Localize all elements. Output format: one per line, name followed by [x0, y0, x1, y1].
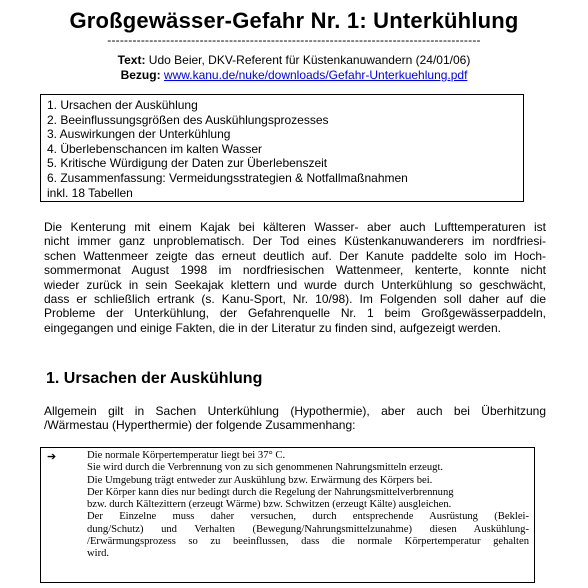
title-underline: -----------------------------------------------------------------------------------------	[107, 33, 481, 47]
paragraph-line: nicht immer ganz unproblematisch. Der Tod eines Küstenkanuwanderers im nordfriesi-	[44, 234, 546, 249]
info-line: Der Einzelne muss daher versuchen, durch entsprechende Ausrüstung (Beklei-	[87, 511, 529, 523]
section-heading: 1. Ursachen der Auskühlung	[46, 370, 263, 387]
info-line: Sie wird durch die Verbrennung von zu sich genommenen Nahrungsmitteln erzeugt.	[87, 462, 444, 474]
paragraph-line: eingegangen und einige Fakten, die in der Literatur zu finden sind, aufgezeigt werden.	[44, 320, 501, 335]
reference-link[interactable]: www.kanu.de/nuke/downloads/Gefahr-Unterkuehlung.pdf	[163, 68, 468, 82]
toc-item: 1. Ursachen der Auskühlung	[47, 98, 198, 112]
toc-item: 4. Überlebenschancen im kalten Wasser	[47, 141, 262, 156]
info-box-text	[87, 450, 529, 561]
intro-paragraph	[44, 220, 546, 335]
reference-label: Bezug:	[120, 68, 161, 82]
table-of-contents	[40, 94, 524, 202]
toc-item: 5. Kritische Würdigung der Daten zur Überlebenszeit	[47, 156, 328, 171]
info-box	[40, 447, 535, 583]
paragraph-line: sommermonat August 1998 im nordfriesischen Wattenmeer, kenterte, konnte nicht	[44, 263, 546, 278]
toc-item: 3. Auswirkungen der Unterkühlung	[47, 127, 231, 142]
info-line: /Erwärmungsprozess so zu beeinflussen, dass die normale Körpertemperatur gehalten	[87, 536, 529, 548]
info-line: Die Umgebung trägt entweder zur Auskühlung bzw. Erwärmung des Körpers bei.	[87, 474, 433, 486]
author-line	[0, 53, 588, 67]
paragraph-line: schen Wattenmeer zeigte das erneut deutlich auf. Der Kanute paddelte solo im Hoch-	[44, 248, 546, 263]
paragraph-line: wieder zurück in sein Seekajak klettern und wurde durch Unterkühlung so geschwächt,	[44, 277, 546, 292]
info-line: dung/Schutz) und Verhalten (Bewegung/Nahrungsmittelzunahme) diesen Auskühlung-	[87, 523, 529, 535]
paragraph-line: /Wärmestau (Hyperthermie) der folgende Zusammenhang:	[44, 418, 356, 433]
info-line: wird.	[87, 548, 110, 560]
section-intro-paragraph	[44, 404, 546, 433]
paragraph-line: Allgemein gilt in Sachen Unterkühlung (Hypothermie), aber auch bei Überhitzung	[44, 404, 546, 418]
toc-item: 2. Beeinflussungsgrößen des Auskühlungsprozesses	[47, 112, 329, 127]
author-value: Udo Beier, DKV-Referent für Küstenkanuwandern (24/01/06)	[148, 53, 471, 67]
toc-item: 6. Zusammenfassung: Vermeidungsstrategien & Notfallmaßnahmen	[47, 170, 408, 185]
info-line: bzw. durch Kältezittern (erzeugt Wärme) bzw. Schwitzen (erzeugt Kälte) ausgleichen.	[87, 499, 452, 511]
paragraph-line: dass er schließlich ertrank (s. Kanu-Sport, Nr. 10/98). Im Folgenden soll daher auf die	[44, 292, 546, 307]
paragraph-line: Probleme der Unterkühlung, der Gefahrenquelle Nr. 1 beim Großgewässerpaddeln,	[44, 306, 546, 321]
info-line: Die normale Körpertemperatur liegt bei 37° C.	[87, 450, 286, 461]
reference-line	[0, 68, 588, 82]
author-label: Text:	[117, 53, 146, 67]
toc-item: inkl. 18 Tabellen	[47, 185, 133, 200]
arrow-right-icon: ➔	[47, 451, 57, 463]
page-title: Großgewässer-Gefahr Nr. 1: Unterkühlung	[69, 8, 519, 33]
paragraph-line: Die Kenterung mit einem Kajak bei kälteren Wasser- aber auch Lufttemperaturen ist	[44, 220, 546, 234]
info-line: Der Körper kann dies nur bedingt durch die Regelung der Nahrungsmittelverbrennung	[87, 486, 454, 498]
